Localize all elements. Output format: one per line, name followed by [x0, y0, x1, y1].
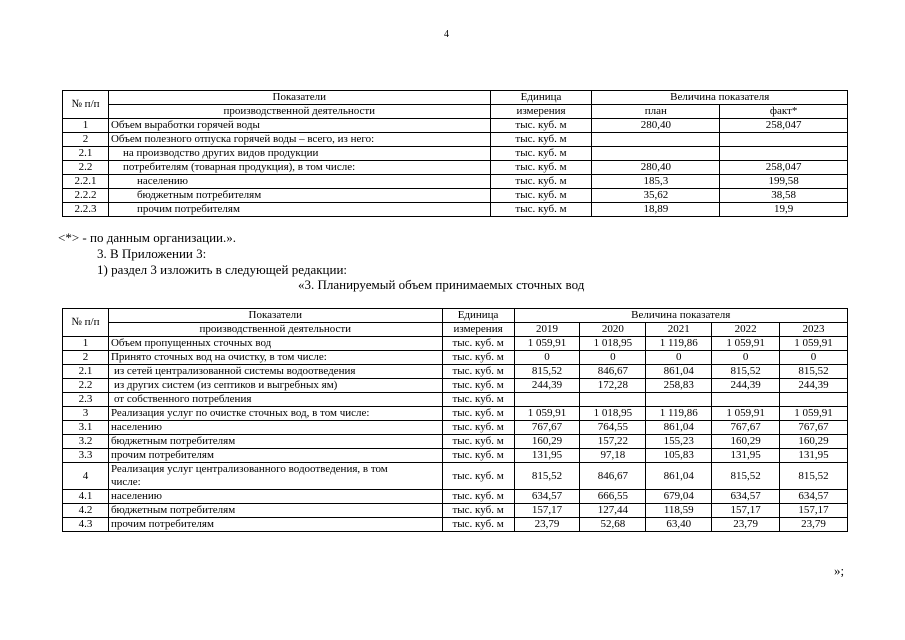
table-row: [63, 490, 848, 504]
row-value: 1 059,91: [780, 407, 848, 421]
row-value: 172,28: [580, 379, 646, 393]
row-unit: тыс. куб. м: [490, 175, 592, 189]
row-unit: тыс. куб. м: [490, 203, 592, 217]
row-name-line-2: числе:: [110, 476, 141, 488]
header-indicator: Показатели: [108, 309, 442, 323]
row-value: 815,52: [514, 463, 580, 490]
row-unit: тыс. куб. м: [442, 337, 514, 351]
row-num: 2: [63, 133, 109, 147]
wastewater-table: [62, 308, 848, 532]
row-value: 1 119,86: [646, 407, 712, 421]
row-num: 1: [63, 119, 109, 133]
row-value: 244,39: [712, 379, 780, 393]
table-row: [63, 379, 848, 393]
row-value: 764,55: [580, 421, 646, 435]
row-value: 1 059,91: [712, 337, 780, 351]
row-name: прочим потребителям: [108, 203, 490, 217]
row-value: 105,83: [646, 449, 712, 463]
table-row: [63, 337, 848, 351]
row-value: 861,04: [646, 365, 712, 379]
table-row: [63, 407, 848, 421]
row-name: Объем выработки горячей воды: [108, 119, 490, 133]
row-num: 4: [63, 463, 109, 490]
row-value: 846,67: [580, 463, 646, 490]
row-value: [646, 393, 712, 407]
row-value: [580, 393, 646, 407]
row-num: 2.2: [63, 379, 109, 393]
row-unit: тыс. куб. м: [442, 379, 514, 393]
row-unit: тыс. куб. м: [490, 119, 592, 133]
header-indicator-2: производственной деятельности: [108, 323, 442, 337]
row-name: Объем пропущенных сточных вод: [108, 337, 442, 351]
row-value: 131,95: [780, 449, 848, 463]
row-value: 157,17: [712, 504, 780, 518]
row-value: 679,04: [646, 490, 712, 504]
row-num: 2.2: [63, 161, 109, 175]
row-plan: 280,40: [592, 161, 720, 175]
row-value: 0: [712, 351, 780, 365]
row-num: 3.1: [63, 421, 109, 435]
row-value: 1 119,86: [646, 337, 712, 351]
row-value: [514, 393, 580, 407]
table-row: [63, 161, 848, 175]
row-fact: 19,9: [720, 203, 848, 217]
header-year: 2020: [580, 323, 646, 337]
row-name: населению: [108, 490, 442, 504]
row-value: 118,59: [646, 504, 712, 518]
row-value: 52,68: [580, 518, 646, 532]
row-value: 23,79: [780, 518, 848, 532]
row-value: 861,04: [646, 421, 712, 435]
table-row: [63, 175, 848, 189]
row-value: 160,29: [780, 435, 848, 449]
row-num: 2.1: [63, 147, 109, 161]
row-value: 767,67: [712, 421, 780, 435]
row-name: бюджетным потребителям: [108, 189, 490, 203]
row-value: 861,04: [646, 463, 712, 490]
row-value: 846,67: [580, 365, 646, 379]
row-value: 0: [646, 351, 712, 365]
row-value: 815,52: [712, 365, 780, 379]
row-value: [712, 393, 780, 407]
table-row: [63, 365, 848, 379]
header-unit-2: измерения: [442, 323, 514, 337]
footnote: <*> - по данным организации.».: [58, 230, 237, 245]
row-value: 157,17: [514, 504, 580, 518]
row-name: из сетей централизованной системы водоотведения: [108, 365, 442, 379]
row-value: 160,29: [514, 435, 580, 449]
row-value: 131,95: [514, 449, 580, 463]
row-plan: 18,89: [592, 203, 720, 217]
row-value: 634,57: [514, 490, 580, 504]
row-num: 2.1: [63, 365, 109, 379]
header-indicator: Показатели: [108, 91, 490, 105]
row-value: [780, 393, 848, 407]
header-num: № п/п: [63, 309, 109, 337]
row-fact: 199,58: [720, 175, 848, 189]
row-unit: тыс. куб. м: [490, 161, 592, 175]
table-row: [63, 435, 848, 449]
header-unit: Единица: [442, 309, 514, 323]
row-value: 0: [780, 351, 848, 365]
row-unit: тыс. куб. м: [442, 504, 514, 518]
row-value: 0: [580, 351, 646, 365]
header-indicator-2: производственной деятельности: [108, 105, 490, 119]
row-value: 127,44: [580, 504, 646, 518]
header-plan: план: [592, 105, 720, 119]
row-plan: 35,62: [592, 189, 720, 203]
table-row: [63, 351, 848, 365]
row-name: Реализация услуг по очистке сточных вод, в том числе:: [108, 407, 442, 421]
row-unit: тыс. куб. м: [442, 490, 514, 504]
row-num: 1: [63, 337, 109, 351]
header-num: № п/п: [63, 91, 109, 119]
row-unit: тыс. куб. м: [490, 147, 592, 161]
header-unit: Единица: [490, 91, 592, 105]
row-name: [108, 463, 442, 490]
row-num: 2: [63, 351, 109, 365]
header-value: Величина показателя: [514, 309, 847, 323]
row-value: 63,40: [646, 518, 712, 532]
row-value: 634,57: [780, 490, 848, 504]
row-value: 1 059,91: [514, 407, 580, 421]
row-name: потребителям (товарная продукция), в том числе:: [108, 161, 490, 175]
row-num: 3.3: [63, 449, 109, 463]
row-value: 815,52: [514, 365, 580, 379]
header-fact: факт*: [720, 105, 848, 119]
table-row: [63, 203, 848, 217]
row-num: 4.3: [63, 518, 109, 532]
row-num: 2.3: [63, 393, 109, 407]
row-name: бюджетным потребителям: [108, 504, 442, 518]
row-value: 1 018,95: [580, 337, 646, 351]
table-row: [63, 189, 848, 203]
row-num: 2.2.2: [63, 189, 109, 203]
row-value: 815,52: [780, 463, 848, 490]
appendix-paragraph: 3. В Приложении 3:: [97, 246, 207, 261]
row-value: 97,18: [580, 449, 646, 463]
row-value: 767,67: [780, 421, 848, 435]
row-value: 131,95: [712, 449, 780, 463]
row-fact: [720, 147, 848, 161]
row-unit: тыс. куб. м: [442, 365, 514, 379]
row-name: из других систем (из септиков и выгребных ям): [108, 379, 442, 393]
table-row: [63, 147, 848, 161]
row-unit: тыс. куб. м: [490, 133, 592, 147]
row-value: 1 059,91: [780, 337, 848, 351]
row-value: 666,55: [580, 490, 646, 504]
row-plan: 185,3: [592, 175, 720, 189]
row-name: бюджетным потребителям: [108, 435, 442, 449]
row-value: 1 018,95: [580, 407, 646, 421]
row-value: 244,39: [780, 379, 848, 393]
row-unit: тыс. куб. м: [442, 393, 514, 407]
row-value: 23,79: [712, 518, 780, 532]
row-value: 244,39: [514, 379, 580, 393]
row-plan: [592, 133, 720, 147]
page-number: 4: [444, 29, 449, 40]
row-name: Объем полезного отпуска горячей воды – всего, из него:: [108, 133, 490, 147]
row-value: 157,17: [780, 504, 848, 518]
row-name: Принято сточных вод на очистку, в том числе:: [108, 351, 442, 365]
header-year: 2021: [646, 323, 712, 337]
section-title: «3. Планируемый объем принимаемых сточных вод: [298, 277, 585, 292]
header-year: 2019: [514, 323, 580, 337]
row-value: 767,67: [514, 421, 580, 435]
table-row: [63, 504, 848, 518]
row-value: 0: [514, 351, 580, 365]
header-year: 2022: [712, 323, 780, 337]
row-unit: тыс. куб. м: [442, 518, 514, 532]
row-fact: 258,047: [720, 161, 848, 175]
header-year: 2023: [780, 323, 848, 337]
row-value: 1 059,91: [514, 337, 580, 351]
table-row: [63, 393, 848, 407]
row-num: 3.2: [63, 435, 109, 449]
row-name: от собственного потребления: [108, 393, 442, 407]
row-value: 815,52: [712, 463, 780, 490]
table-row: [63, 518, 848, 532]
row-name: населению: [108, 175, 490, 189]
row-name-line-1: Реализация услуг централизованного водоотведения, в том: [110, 463, 388, 475]
row-fact: 258,047: [720, 119, 848, 133]
row-fact: [720, 133, 848, 147]
closing-quote: »;: [834, 563, 845, 578]
row-num: 4.1: [63, 490, 109, 504]
header-unit-2: измерения: [490, 105, 592, 119]
row-unit: тыс. куб. м: [442, 351, 514, 365]
row-num: 3: [63, 407, 109, 421]
header-value: Величина показателя: [592, 91, 848, 105]
row-unit: тыс. куб. м: [442, 421, 514, 435]
row-name: прочим потребителям: [108, 449, 442, 463]
row-unit: тыс. куб. м: [442, 463, 514, 490]
row-value: 1 059,91: [712, 407, 780, 421]
row-plan: 280,40: [592, 119, 720, 133]
item-paragraph: 1) раздел 3 изложить в следующей редакции:: [97, 262, 348, 277]
row-unit: тыс. куб. м: [442, 407, 514, 421]
row-value: 815,52: [780, 365, 848, 379]
table-row: [63, 119, 848, 133]
row-unit: тыс. куб. м: [442, 435, 514, 449]
row-fact: 38,58: [720, 189, 848, 203]
row-value: 155,23: [646, 435, 712, 449]
row-num: 2.2.1: [63, 175, 109, 189]
row-unit: тыс. куб. м: [442, 449, 514, 463]
row-num: 2.2.3: [63, 203, 109, 217]
table-row: [63, 133, 848, 147]
table-row: [63, 449, 848, 463]
row-name: на производство других видов продукции: [108, 147, 490, 161]
table-row: [63, 463, 848, 490]
row-value: 258,83: [646, 379, 712, 393]
row-name: прочим потребителям: [108, 518, 442, 532]
row-num: 4.2: [63, 504, 109, 518]
row-value: 157,22: [580, 435, 646, 449]
row-value: 634,57: [712, 490, 780, 504]
row-value: 160,29: [712, 435, 780, 449]
row-value: 23,79: [514, 518, 580, 532]
row-unit: тыс. куб. м: [490, 189, 592, 203]
hot-water-table: [62, 90, 848, 217]
table-row: [63, 421, 848, 435]
row-name: населению: [108, 421, 442, 435]
row-plan: [592, 147, 720, 161]
